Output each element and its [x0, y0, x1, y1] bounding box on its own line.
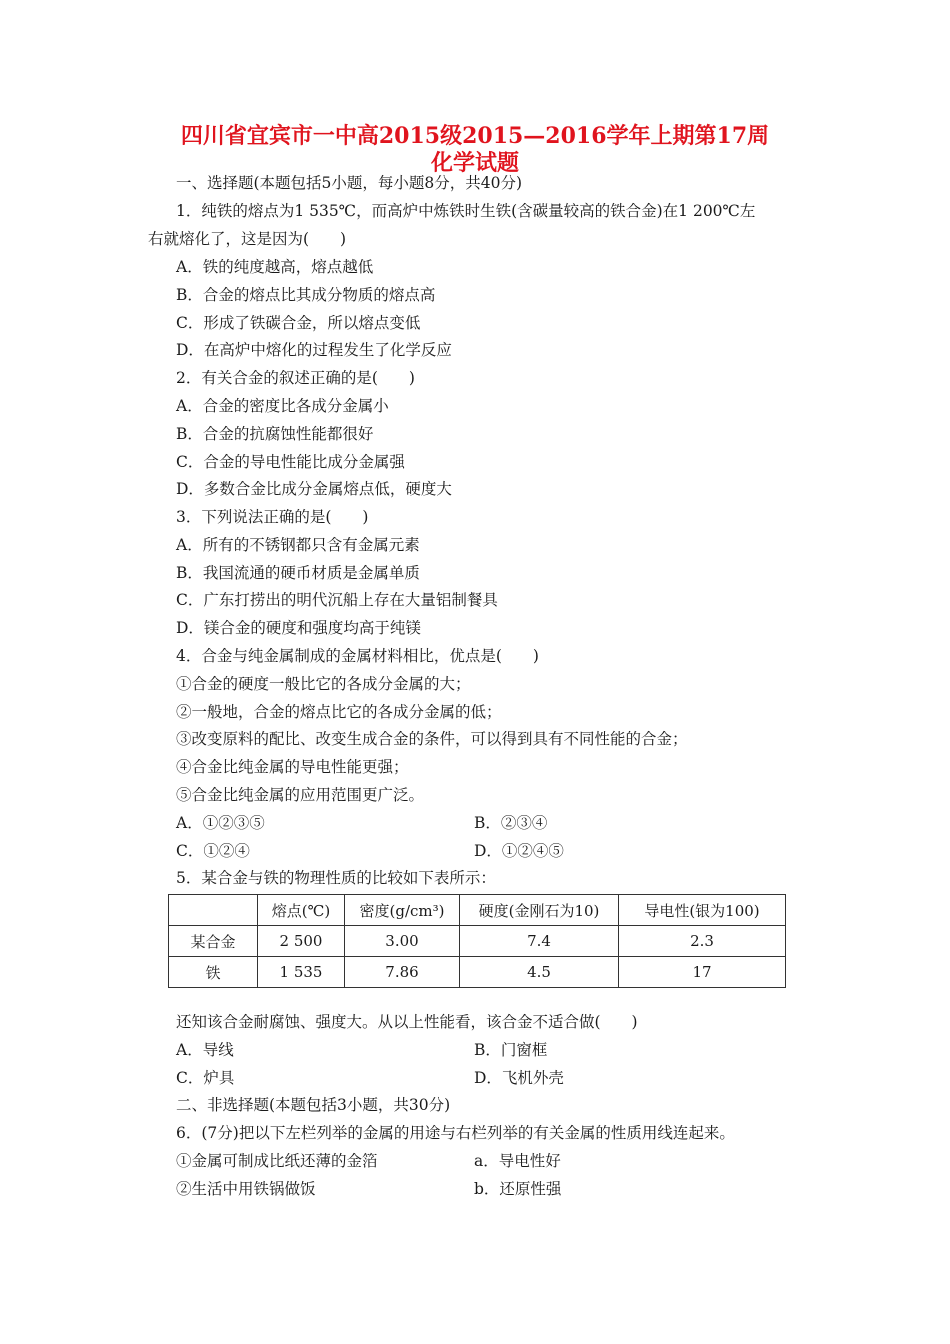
- q6-right-item-a: a．导电性好: [474, 1152, 561, 1170]
- exam-title-line1: 四川省宜宾市一中高2015级2015—2016学年上期第17周: [180, 123, 770, 149]
- q3-stem: 3．下列说法正确的是( ): [176, 508, 369, 526]
- q5-option-b: B．门窗框: [474, 1041, 548, 1059]
- property-comparison-table: [168, 894, 786, 988]
- table-cell: 2 500: [258, 926, 345, 957]
- table-header-cell: [169, 895, 258, 926]
- q2-option-a: A．合金的密度比各成分金属小: [176, 397, 389, 415]
- q5-stem: 5．某合金与铁的物理性质的比较如下表所示：: [176, 869, 496, 887]
- q3-option-b: B．我国流通的硬币材质是金属单质: [176, 564, 420, 582]
- table-cell: 2.3: [619, 926, 786, 957]
- table-cell: 4.5: [460, 957, 619, 988]
- q4-option-c: C．①②④: [176, 842, 250, 860]
- q4-option-a: A．①②③⑤: [176, 814, 265, 832]
- q2-option-b: B．合金的抗腐蚀性能都很好: [176, 425, 374, 443]
- q1-option-a: A．铁的纯度越高，熔点越低: [176, 258, 374, 276]
- q3-option-d: D．镁合金的硬度和强度均高于纯镁: [176, 619, 421, 637]
- q1-option-d: D．在高炉中熔化的过程发生了化学反应: [176, 341, 452, 359]
- q1-option-b: B．合金的熔点比其成分物质的熔点高: [176, 286, 436, 304]
- q1-stem-line2: 右就熔化了，这是因为( ): [148, 230, 347, 248]
- table-cell: 17: [619, 957, 786, 988]
- q4-option-b: B．②③④: [474, 814, 548, 832]
- table-cell: 铁: [169, 957, 258, 988]
- q3-option-a: A．所有的不锈钢都只含有金属元素: [176, 536, 420, 554]
- q4-item-5: ⑤合金比纯金属的应用范围更广泛。: [176, 786, 425, 804]
- table-header-cell: 硬度(金刚石为10): [460, 895, 619, 926]
- q2-option-d: D．多数合金比成分金属熔点低，硬度大: [176, 480, 452, 498]
- q5-option-c: C．炉具: [176, 1069, 235, 1087]
- q4-item-1: ①合金的硬度一般比它的各成分金属的大；: [176, 675, 471, 693]
- table-row: [169, 957, 786, 988]
- table-header-cell: 密度(g/cm³): [345, 895, 460, 926]
- table-header-cell: 熔点(℃): [258, 895, 345, 926]
- q4-stem: 4．合金与纯金属制成的金属材料相比，优点是( ): [176, 647, 539, 665]
- q4-item-4: ④合金比纯金属的导电性能更强；: [176, 758, 409, 776]
- q5-option-a: A．导线: [176, 1041, 234, 1059]
- section2-heading: 二、非选择题(本题包括3小题，共30分): [176, 1096, 451, 1114]
- q5-follow-up: 还知该合金耐腐蚀、强度大。从以上性能看，该合金不适合做( ): [176, 1013, 638, 1031]
- q1-stem-line1: 1．纯铁的熔点为1 535℃，而高炉中炼铁时生铁(含碳量较高的铁合金)在1 200℃左: [176, 202, 756, 220]
- q5-option-d: D．飞机外壳: [474, 1069, 564, 1087]
- table-cell: 3.00: [345, 926, 460, 957]
- q6-stem: 6．(7分)把以下左栏列举的金属的用途与右栏列举的有关金属的性质用线连起来。: [176, 1124, 735, 1142]
- table-row: [169, 926, 786, 957]
- q1-option-c: C．形成了铁碳合金，所以熔点变低: [176, 314, 421, 332]
- q6-left-item-2: ②生活中用铁锅做饭: [176, 1180, 316, 1198]
- table-cell: 7.4: [460, 926, 619, 957]
- exam-title-line2: 化学试题: [430, 150, 519, 176]
- q6-left-item-1: ①金属可制成比纸还薄的金箔: [176, 1152, 378, 1170]
- table-header-cell: 导电性(银为100): [619, 895, 786, 926]
- table-cell: 7.86: [345, 957, 460, 988]
- table-header-row: [169, 895, 786, 926]
- q4-option-d: D．①②④⑤: [474, 842, 564, 860]
- table-cell: 1 535: [258, 957, 345, 988]
- q4-item-3: ③改变原料的配比、改变生成合金的条件，可以得到具有不同性能的合金；: [176, 730, 688, 748]
- section1-heading: 一、选择题(本题包括5小题，每小题8分，共40分): [176, 174, 523, 192]
- q6-right-item-b: b．还原性强: [474, 1180, 562, 1198]
- q2-stem: 2．有关合金的叙述正确的是( ): [176, 369, 415, 387]
- q3-option-c: C．广东打捞出的明代沉船上存在大量铝制餐具: [176, 591, 498, 609]
- table-cell: 某合金: [169, 926, 258, 957]
- q2-option-c: C．合金的导电性能比成分金属强: [176, 453, 405, 471]
- q4-item-2: ②一般地，合金的熔点比它的各成分金属的低；: [176, 703, 502, 721]
